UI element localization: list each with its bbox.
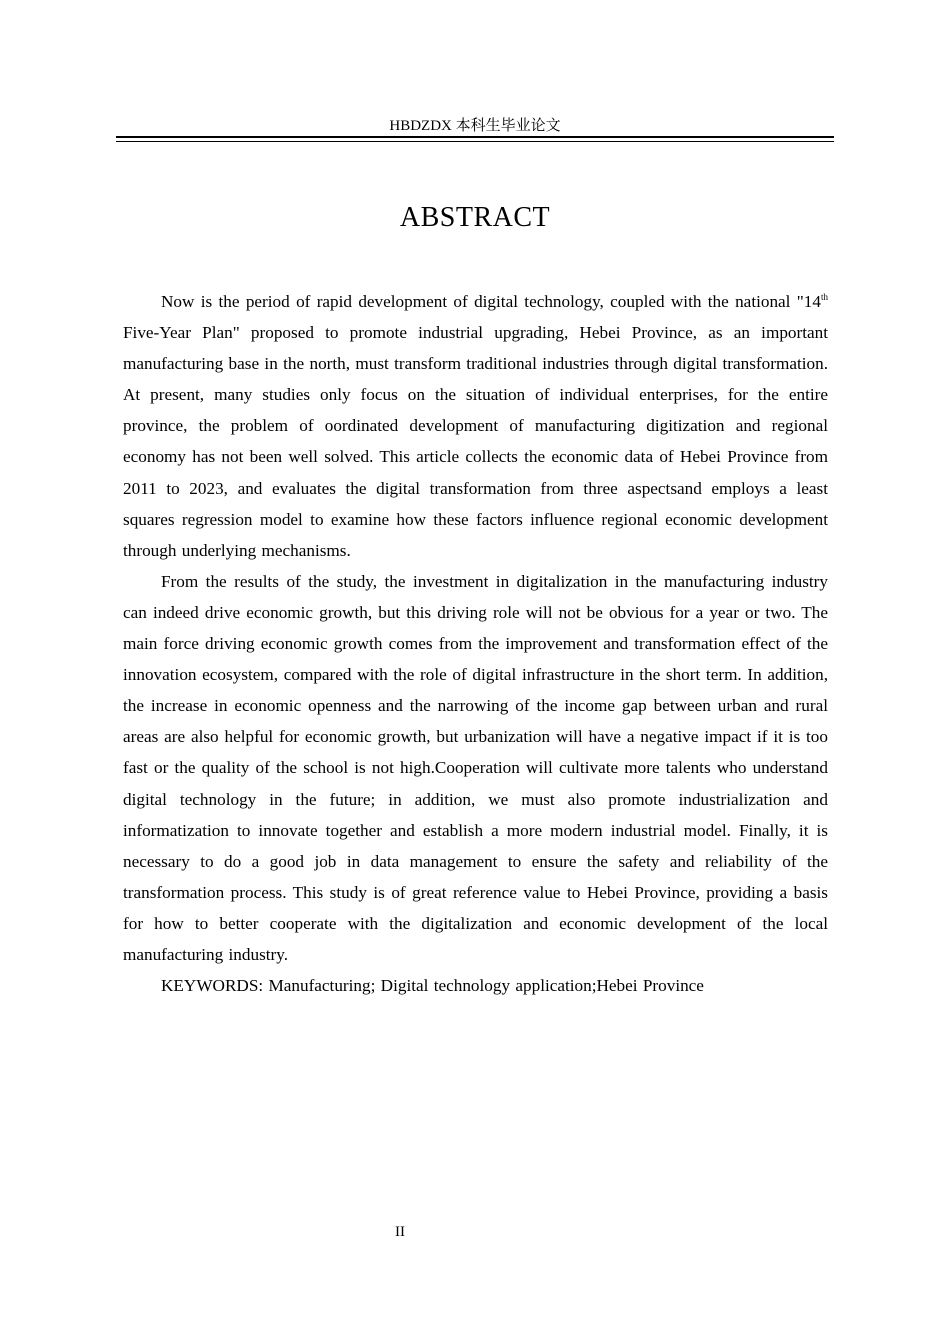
abstract-paragraph-1: [123, 286, 828, 566]
paragraph-1-text-start: Now is the period of rapid development of digital technology, coupled with the national "14: [161, 292, 821, 311]
running-header: HBDZDX 本科生毕业论文: [389, 118, 561, 134]
keywords-line: KEYWORDS: Manufacturing; Digital technology application;Hebei Province: [161, 976, 704, 996]
page-number: II: [395, 1224, 405, 1240]
abstract-body: [123, 286, 828, 1001]
paragraph-1-text-end: Five-Year Plan" proposed to promote industrial upgrading, Hebei Province, as an important manufacturing base in the north, must transform traditional industries through digital transformation. At present, many studies only focus on the situation of individual enterprises, for the entire province, the problem of oordinated development of manufacturing digitization and regional economy has not been well solved. This article collects the economic data of Hebei Province from 2011 to 2023, and evaluates the digital transformation from three aspectsand employs a least squares regression model to examine how these factors influence regional economic development through underlying mechanisms.: [123, 323, 828, 560]
abstract-paragraph-2: From the results of the study, the investment in digitalization in the manufacturing industry can indeed drive economic growth, but this driving role will not be obvious for a year or two. The main force driving economic growth comes from the improvement and transformation effect of the innovation ecosystem, compared with the role of digital infrastructure in the short term. In addition, the increase in economic openness and the narrowing of the income gap between urban and rural areas are also helpful for economic growth, but urbanization will have a negative impact if it is too fast or the quality of the school is not high.Cooperation will cultivate more talents who understand digital technology in the future; in addition, we must also promote industrialization and informatization to innovate together and establish a more modern industrial model. Finally, it is necessary to do a good job in data management to ensure the safety and reliability of the transformation process. This study is of great reference value to Hebei Province, providing a basis for how to better cooperate with the digitalization and economic development of the local manufacturing industry.: [123, 571, 828, 964]
ordinal-superscript: th: [820, 292, 828, 302]
header-double-rule: [116, 136, 834, 142]
abstract-title: ABSTRACT: [399, 202, 551, 233]
